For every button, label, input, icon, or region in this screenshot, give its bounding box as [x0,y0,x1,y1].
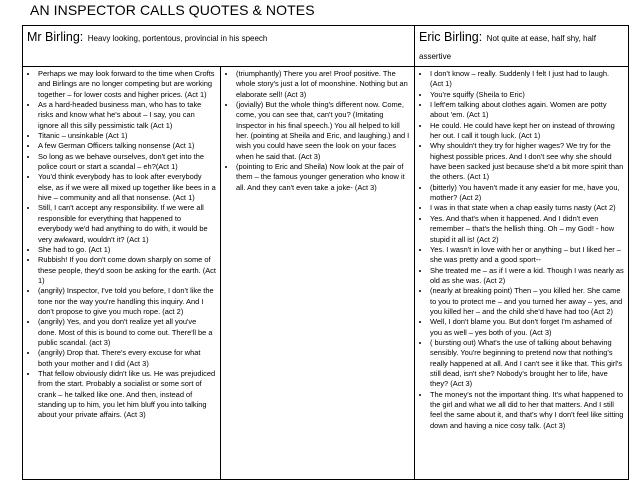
quote-item: • (bitterly) You haven't made it any easier for me, have you, mother? (Act 2) [430,183,624,204]
quote-item: • Why shouldn't they try for higher wages? We try for the highest possible prices. And I don't see why she should have been sacked just because she'd a bit more spirit than the others. (Act 1) [430,141,624,182]
quote-item: • As a hard-headed business man, who has to take risks and know what he's about – I say, you can ignore all this silly pessimistic talk (Act 1) [38,100,216,131]
mr-birling-name: Mr Birling: [27,30,84,44]
quotes-table [22,25,629,480]
quote-item: • (angrily) Drop that. There's every excuse for what both your mother and I did (Act 3) [38,348,216,369]
page-title: AN INSPECTOR CALLS QUOTES & NOTES [30,2,315,18]
quote-item: • I left'em talking about clothes again. Women are potty about 'em. (Act 1) [430,100,624,121]
quote-item: • (angrily) Inspector, I've told you before, I don't like the tone nor the way you're handling this inquiry. And I don't propose to give you much rope. (act 2) [38,286,216,317]
quote-item: • You're squiffy (Sheila to Eric) [430,90,624,100]
mr-birling-quote-list-1 [23,69,220,421]
header-row [23,26,629,67]
eric-birling-quote-list [415,69,628,431]
quote-item: • (triumphantly) There you are! Proof positive. The whole story's just a lot of moonshine. Nothing but an elaborate sell! (Act 3) [236,69,410,100]
quote-item: • I was in that state when a chap easily turns nasty (Act 2) [430,203,624,213]
eric-birling-quotes-cell [415,67,629,480]
eric-birling-description: Not quite at ease, half shy, half assertive [419,34,596,61]
quote-item: • A few German Officers talking nonsense (Act 1) [38,141,216,151]
quote-item: • She had to go. (Act 1) [38,245,216,255]
quote-item: • I don't know – really. Suddenly I felt I just had to laugh. (Act 1) [430,69,624,90]
eric-birling-header [415,26,629,67]
quote-item: • Yes. And that's when it happened. And I didn't even remember – that's the hellish thing. Oh – my God! - how stupid it all is! (Act 2) [430,214,624,245]
mr-birling-description: Heavy looking, portentous, provincial in his speech [87,34,268,43]
quote-item: • (pointing to Eric and Sheila) Now look at the pair of them – the famous younger generation who know it all. And they can't even take a joke- (Act 3) [236,162,410,193]
quote-item: • Still, I can't accept any responsibility. If we were all responsible for everything that happened to everybody we'd had anything to do with, it would be very awkward, wouldn't it? (Act 1) [38,203,216,244]
quote-item: • (jovially) But the whole thing's different now. Come, come, you can see that, can't you? (Imitating Inspector in his final speech.) You all helped to kill her. (pointing at Sheila and Eric, and laughing.) and I wish you could have seen the look on your faces when he said that. (Act 3) [236,100,410,162]
quote-item: • Yes. I wasn't in love with her or anything – but I liked her – she was pretty and a good sport-- [430,245,624,266]
quote-item: • He could. He could have kept her on instead of throwing her out. I call it tough luck. (Act 1) [430,121,624,142]
mr-birling-header [23,26,415,67]
quote-item: • Perhaps we may look forward to the time when Crofts and Birlings are no longer competing but are working together – for lower costs and higher prices. (Act 1) [38,69,216,100]
mr-birling-quote-list-2 [221,69,414,193]
quote-item: • (nearly at breaking point) Then – you killed her. She came to you to protect me – and you turned her away – yes, and you killed her – and the child she'd have had too (Act 2) [430,286,624,317]
quote-item: • You'd think everybody has to look after everybody else, as if we were all mixed up together like bees in a hive – community and all that nonsense. (Act 1) [38,172,216,203]
quote-item: • That fellow obviously didn't like us. He was prejudiced from the start. Probably a socialist or some sort of crank – he talked like one. And then, instead of standing up to him, you let him bluff you into talking about your private affairs. (Act 3) [38,369,216,421]
quotes-row [23,67,629,480]
quote-item: • Rubbish! If you don't come down sharply on some of these people, they'd soon be asking for the earth. (Act 1) [38,255,216,286]
quote-item: • She treated me – as if I were a kid. Though I was nearly as old as she was. (Act 2) [430,266,624,287]
quote-item: • Well, I don't blame you. But don't forget I'm ashamed of you as well – yes both of you. (Act 3) [430,317,624,338]
quote-item: • (angrily) Yes, and you don't realize yet all you've done. Most of this is bound to come out. There'll be a public scandal. (act 3) [38,317,216,348]
quote-item: • The money's not the important thing. It's what happened to the girl and what we all did to her that matters. And I still feel the same about it, and that's why I don't feel like sitting down and having a nice cosy talk. (Act 3) [430,390,624,431]
mr-birling-quotes-cell-2 [221,67,415,480]
quote-item: • Titanic – unsinkable (Act 1) [38,131,216,141]
quote-item: • So long as we behave ourselves, don't get into the police court or start a scandal – eh?(Act 1) [38,152,216,173]
eric-birling-name: Eric Birling: [419,30,483,44]
mr-birling-quotes-cell-1 [23,67,221,480]
quote-item: • ( bursting out) What's the use of talking about behaving sensibly. You're beginning to pretend now that nothing's really happened at all. And I can't see it like that. This girl's still dead, isn't she? Nobody's brought her to life, have they? (Act 3) [430,338,624,390]
